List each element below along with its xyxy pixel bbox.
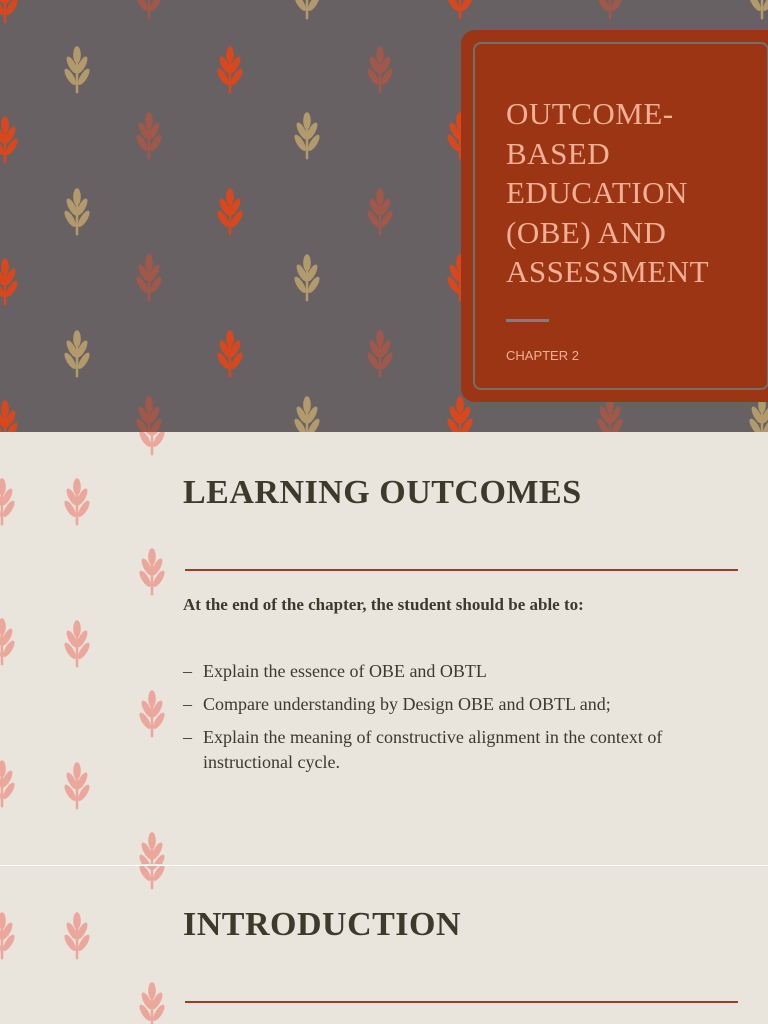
slide-title: OUTCOME- BASED EDUCATION (OBE) AND ASSESSMENT bbox=[506, 96, 710, 289]
leaf-sprig-icon bbox=[134, 254, 163, 300]
slide-heading: INTRODUCTION bbox=[183, 906, 462, 943]
leaf-sprig-icon bbox=[0, 912, 17, 958]
title-divider bbox=[506, 319, 549, 322]
leaf-sprig-icon bbox=[62, 912, 91, 958]
leaf-sprig-icon bbox=[292, 396, 321, 432]
leaf-sprig-icon bbox=[292, 0, 321, 18]
leaf-sprig-icon bbox=[0, 400, 20, 432]
leaf-sprig-icon bbox=[137, 832, 166, 864]
leaf-sprig-icon bbox=[215, 330, 244, 376]
leaf-sprig-icon bbox=[137, 432, 166, 454]
bullet-dash: – bbox=[183, 727, 192, 747]
leaf-sprig-icon bbox=[62, 762, 91, 808]
leaf-sprig-icon bbox=[62, 46, 91, 92]
leaf-sprig-icon bbox=[0, 258, 20, 304]
leaf-sprig-icon bbox=[62, 478, 91, 524]
leaf-sprig-icon bbox=[215, 188, 244, 234]
title-slide[interactable] bbox=[0, 0, 768, 432]
leaf-sprig-icon bbox=[137, 690, 166, 736]
slide-subtitle: CHAPTER 2 bbox=[506, 348, 579, 363]
heading-divider bbox=[185, 569, 738, 571]
list-item: – Explain the essence of OBE and OBTL bbox=[183, 659, 723, 684]
leaf-sprig-icon bbox=[445, 396, 474, 432]
leaf-sprig-icon bbox=[365, 46, 394, 92]
lead-text: At the end of the chapter, the student should be able to: bbox=[183, 595, 584, 614]
leaf-sprig-icon bbox=[134, 396, 163, 432]
leaf-pattern-sidebar bbox=[0, 866, 180, 1024]
leaf-sprig-icon bbox=[62, 188, 91, 234]
leaf-sprig-icon bbox=[365, 188, 394, 234]
leaf-sprig-icon bbox=[747, 0, 768, 18]
leaf-sprig-icon bbox=[0, 618, 17, 664]
leaf-pattern-sidebar bbox=[0, 432, 180, 864]
leaf-sprig-icon bbox=[0, 760, 17, 806]
outcomes-list bbox=[183, 659, 723, 783]
leaf-sprig-icon bbox=[62, 330, 91, 376]
leaf-sprig-icon bbox=[365, 330, 394, 376]
leaf-sprig-icon bbox=[137, 866, 166, 888]
heading-divider bbox=[185, 1001, 738, 1003]
leaf-sprig-icon bbox=[134, 112, 163, 158]
leaf-sprig-icon bbox=[0, 478, 17, 524]
introduction-slide[interactable] bbox=[0, 866, 768, 1024]
list-item: – Compare understanding by Design OBE and OBTL and; bbox=[183, 692, 723, 717]
leaf-sprig-icon bbox=[292, 254, 321, 300]
leaf-sprig-icon bbox=[292, 112, 321, 158]
list-item: – Explain the meaning of constructive alignment in the context of instructional cycle. bbox=[183, 727, 663, 772]
leaf-sprig-icon bbox=[445, 0, 474, 18]
leaf-sprig-icon bbox=[134, 0, 163, 18]
title-card bbox=[461, 30, 768, 402]
leaf-sprig-icon bbox=[62, 620, 91, 666]
leaf-sprig-icon bbox=[137, 548, 166, 594]
leaf-sprig-icon bbox=[137, 982, 166, 1024]
leaf-sprig-icon bbox=[0, 0, 20, 22]
leaf-sprig-icon bbox=[595, 0, 624, 18]
bullet-dash: – bbox=[183, 694, 192, 714]
bullet-dash: – bbox=[183, 661, 192, 681]
leaf-sprig-icon bbox=[215, 46, 244, 92]
slide-heading: LEARNING OUTCOMES bbox=[183, 474, 582, 511]
leaf-sprig-icon bbox=[0, 116, 20, 162]
learning-outcomes-slide[interactable] bbox=[0, 432, 768, 864]
